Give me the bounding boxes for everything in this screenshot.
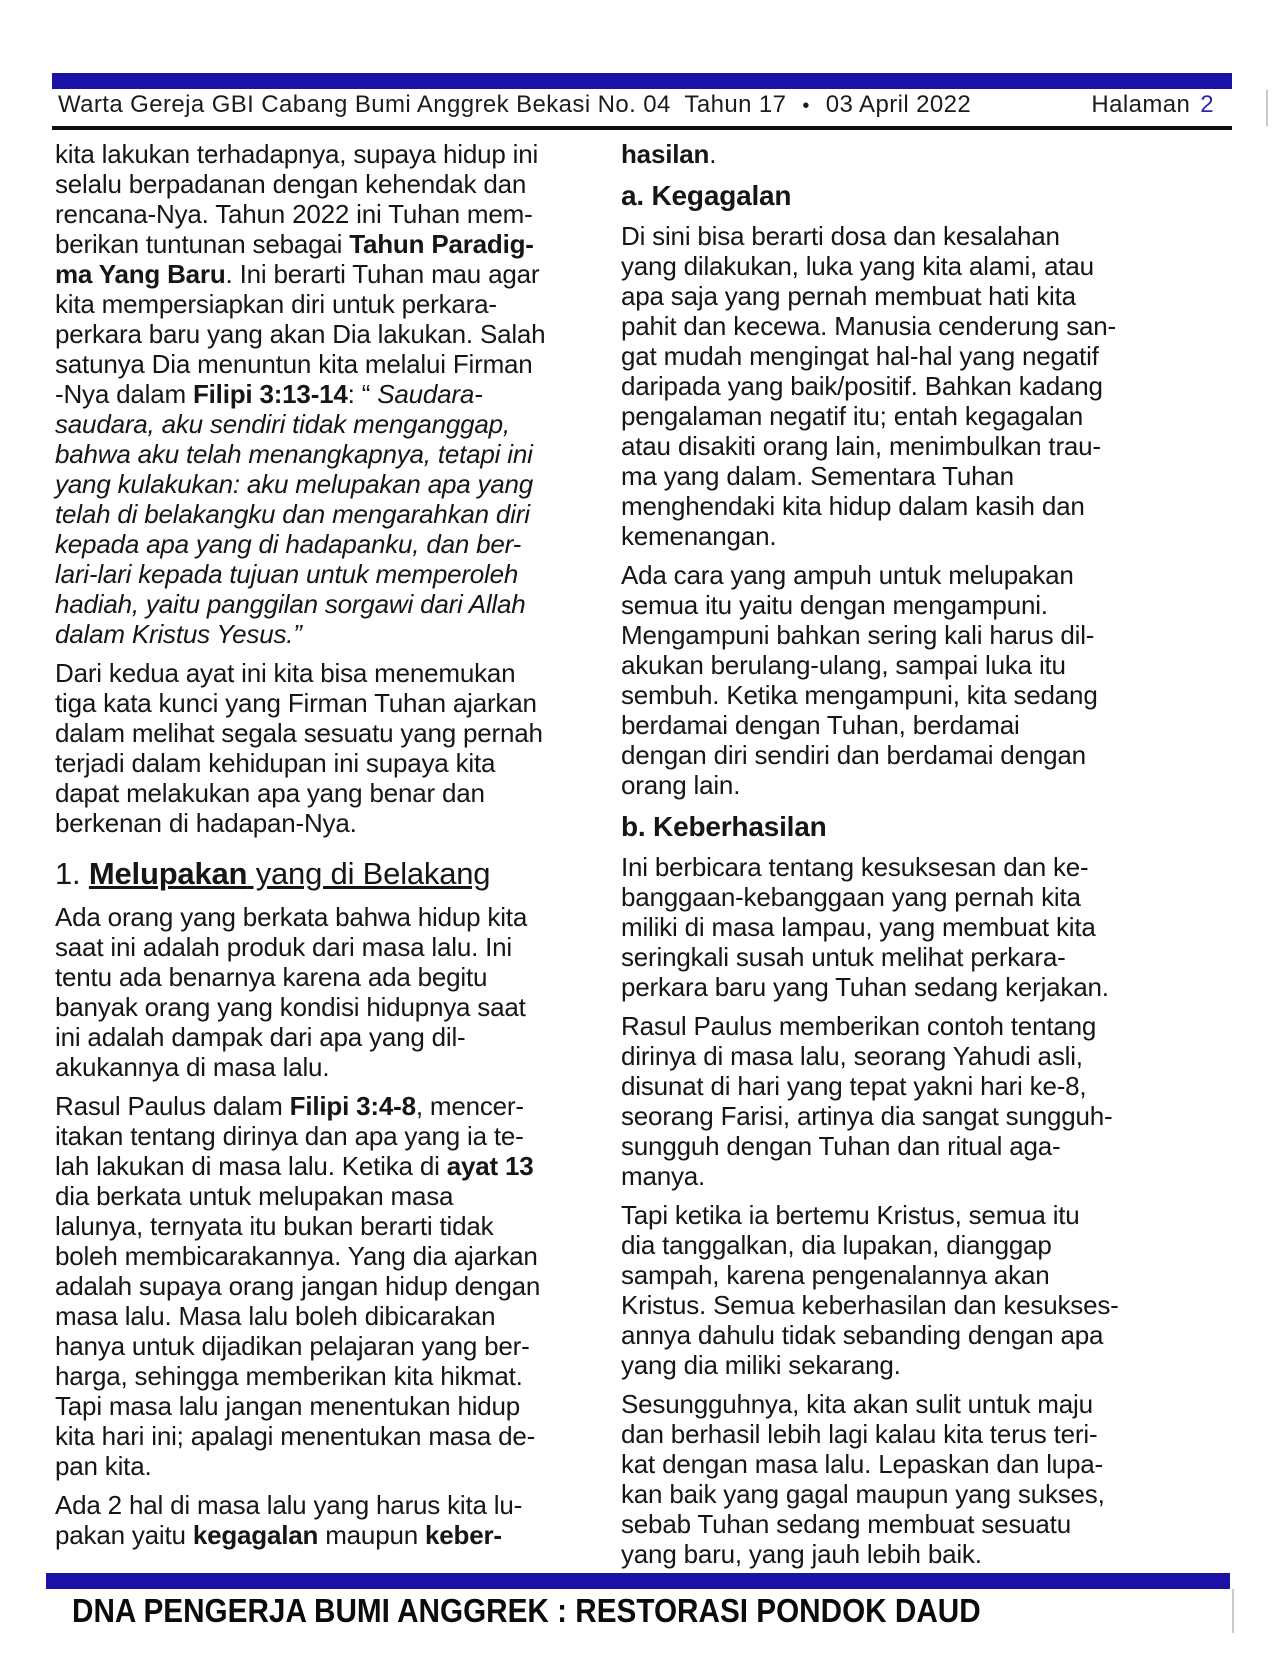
text-run: tiga kata kunci yang Firman Tuhan ajarkan	[55, 688, 537, 718]
text-run: gat mudah mengingat hal-hal yang negatif	[621, 341, 1099, 371]
paragraph	[621, 1389, 1227, 1569]
right-column	[621, 139, 1227, 1578]
text-run: ma Yang Baru	[55, 259, 226, 289]
text-run: adalah supaya orang jangan hidup dengan	[55, 1271, 541, 1301]
text-run: ini adalah dampak dari apa yang dil-	[55, 1022, 466, 1052]
text-run: Kristus. Semua keberhasilan dan kesukses-	[621, 1290, 1119, 1320]
text-run: Rasul Paulus memberikan contoh tentang	[621, 1011, 1097, 1041]
text-run: Ada cara yang ampuh untuk melupakan	[621, 560, 1074, 590]
text-run: berkenan di hadapan-Nya.	[55, 808, 357, 838]
text-run: tentu ada benarnya karena ada begitu	[55, 962, 488, 992]
text-run: sampah, karena pengenalannya akan	[621, 1260, 1050, 1290]
text-run: sembuh. Ketika mengampuni, kita sedang	[621, 680, 1098, 710]
text-run: : “	[347, 379, 371, 409]
text-run: -Nya dalam	[55, 379, 193, 409]
text-run: orang lain.	[621, 770, 741, 800]
text-run: lalunya, ternyata itu bukan berarti tidak	[55, 1211, 494, 1241]
text-run: Tahun Paradig-	[349, 229, 534, 259]
text-run: kepada apa yang di hadapanku, dan ber-	[55, 529, 522, 559]
text-run: yang baru, yang jauh lebih baik.	[621, 1539, 982, 1569]
text-run: kita mempersiapkan diri untuk perkara-	[55, 289, 497, 319]
text-run: Tapi masa lalu jangan menentukan hidup	[55, 1391, 521, 1421]
text-run: sungguh dengan Tuhan dan ritual aga-	[621, 1131, 1061, 1161]
text-run: akukan berulang-ulang, sampai luka itu	[621, 650, 1066, 680]
text-run: maupun	[318, 1520, 425, 1550]
text-run: atau disakiti orang lain, menimbulkan trau-	[621, 431, 1101, 461]
text-run: manya.	[621, 1161, 706, 1191]
text-run: . Ini berarti Tuhan mau agar	[225, 259, 540, 289]
header-masthead	[58, 91, 971, 119]
text-run: sebab Tuhan sedang membuat sesuatu	[621, 1509, 1071, 1539]
text-run: apa saja yang pernah membuat hati kita	[621, 281, 1076, 311]
paragraph	[621, 139, 1227, 169]
text-run: dan berhasil lebih lagi kalau kita terus teri-	[621, 1419, 1098, 1449]
left-column	[55, 139, 595, 1578]
text-run: hasilan	[621, 139, 710, 169]
masthead-title: Warta Gereja GBI Cabang Bumi Anggrek Bekasi No. 04 Tahun 17	[58, 91, 787, 118]
text-run: selalu berpadanan dengan kehendak dan	[55, 169, 527, 199]
text-run: keber-	[425, 1520, 502, 1550]
text-run: Tapi ketika ia bertemu Kristus, semua itu	[621, 1200, 1080, 1230]
text-run: Filipi 3:4-8	[289, 1091, 416, 1121]
text-run: lah lakukan di masa lalu. Ketika di	[55, 1151, 447, 1181]
text-run: berikan tuntunan sebagai	[55, 229, 350, 259]
text-run: hanya untuk dijadikan pelajaran yang ber-	[55, 1331, 530, 1361]
text-run: daripada yang baik/positif. Bahkan kadang	[621, 371, 1103, 401]
subheading	[621, 811, 1227, 843]
text-run: Saudara-	[370, 379, 483, 409]
text-run: dirinya di masa lalu, seorang Yahudi asli,	[621, 1041, 1083, 1071]
paragraph	[621, 1200, 1227, 1380]
text-run: kita hari ini; apalagi menentukan masa de-	[55, 1421, 536, 1451]
text-run: menghendaki kita hidup dalam kasih dan	[621, 491, 1085, 521]
text-run: Sesungguhnya, kita akan sulit untuk maju	[621, 1389, 1093, 1419]
text-run: perkara baru yang Tuhan sedang kerjakan.	[621, 972, 1109, 1002]
text-run: dia tanggalkan, dia lupakan, dianggap	[621, 1230, 1052, 1260]
paragraph	[621, 1011, 1227, 1191]
text-run: hadiah, yaitu panggilan sorgawi dari Allah	[55, 589, 526, 619]
subheading	[621, 180, 1227, 212]
top-accent-bar	[52, 73, 1232, 89]
text-run: harga, sehingga memberikan kita hikmat.	[55, 1361, 523, 1391]
paragraph	[55, 139, 595, 649]
text-run: banggaan-kebanggaan yang pernah kita	[621, 882, 1081, 912]
text-run: Ada orang yang berkata bahwa hidup kita	[55, 902, 528, 932]
article-content	[55, 139, 1227, 1578]
text-run: dapat melakukan apa yang benar dan	[55, 778, 485, 808]
text-run: pengalaman negatif itu; entah kegagalan	[621, 401, 1084, 431]
text-run: lari-lari kepada tujuan untuk memperoleh	[55, 559, 519, 589]
text-run: Di sini bisa berarti dosa dan kesalahan	[621, 221, 1060, 251]
header-date: 03 April 2022	[825, 91, 972, 118]
page-number: 2	[1200, 91, 1214, 118]
text-run: yang kulakukan: aku melupakan apa yang	[55, 469, 534, 499]
text-run: banyak orang yang kondisi hidupnya saat	[55, 992, 526, 1022]
text-run: kita lakukan terhadapnya, supaya hidup ini	[55, 139, 539, 169]
paragraph	[55, 1490, 595, 1550]
text-run: pan kita.	[55, 1451, 152, 1481]
bullet-separator: •	[802, 95, 810, 117]
text-run: Ini berbicara tentang kesuksesan dan ke-	[621, 852, 1089, 882]
paragraph	[55, 1091, 595, 1481]
text-run: Ada 2 hal di masa lalu yang harus kita lu-	[55, 1490, 523, 1520]
paragraph	[55, 658, 595, 838]
text-run: .	[709, 139, 717, 169]
text-run: ayat 13	[446, 1151, 534, 1181]
right-edge-cell-border	[1266, 90, 1268, 126]
text-run: disunat di hari yang tepat yakni hari ke-8,	[621, 1071, 1087, 1101]
page-label: Halaman	[1091, 91, 1191, 118]
text-run: kan baik yang gagal maupun yang sukses,	[621, 1479, 1105, 1509]
text-run: satunya Dia menuntun kita melalui Firman	[55, 349, 533, 379]
text-run: , mencer-	[415, 1091, 524, 1121]
text-run: miliki di masa lampau, yang membuat kita	[621, 912, 1096, 942]
paragraph	[621, 852, 1227, 1002]
paragraph	[621, 560, 1227, 800]
text-run: kemenangan.	[621, 521, 777, 551]
text-run: kegagalan	[192, 1520, 319, 1550]
paragraph	[55, 902, 595, 1082]
text-run: masa lalu. Masa lalu boleh dibicarakan	[55, 1301, 496, 1331]
text-run: seorang Farisi, artinya dia sangat sungguh-	[621, 1101, 1113, 1131]
footer-cell-border	[1232, 1589, 1234, 1633]
text-run: pahit dan kecewa. Manusia cenderung san-	[621, 311, 1116, 341]
page-number-area	[1091, 91, 1214, 119]
text-run: yang dilakukan, luka yang kita alami, atau	[621, 251, 1094, 281]
text-run: Mengampuni bahkan sering kali harus dil-	[621, 620, 1095, 650]
text-run: yang dia miliki sekarang.	[621, 1350, 901, 1380]
heading	[55, 855, 595, 893]
text-run: akukannya di masa lalu.	[55, 1052, 330, 1082]
text-run: Dari kedua ayat ini kita bisa menemukan	[55, 658, 516, 688]
text-run: Rasul Paulus dalam	[55, 1091, 290, 1121]
paragraph	[621, 221, 1227, 551]
text-run: Filipi 3:13-14	[192, 379, 348, 409]
text-run: annya dahulu tidak sebanding dengan apa	[621, 1320, 1104, 1350]
text-run: dengan diri sendiri dan berdamai dengan	[621, 740, 1086, 770]
text-run: dalam Kristus Yesus.”	[55, 619, 302, 649]
text-run: terjadi dalam kehidupan ini supaya kita	[55, 748, 496, 778]
text-run: a. Kegagalan	[621, 180, 792, 211]
text-run: ma yang dalam. Sementara Tuhan	[621, 461, 1014, 491]
text-run: semua itu yaitu dengan mengampuni.	[621, 590, 1048, 620]
text-run: 1.	[55, 856, 89, 891]
header-rule	[52, 126, 1232, 130]
text-run: yang di Belakang	[247, 856, 491, 891]
text-run: dalam melihat segala sesuatu yang pernah	[55, 718, 543, 748]
footer-accent-bar	[46, 1573, 1230, 1589]
text-run: bahwa aku telah menangkapnya, tetapi ini	[55, 439, 533, 469]
text-run: perkara baru yang akan Dia lakukan. Salah	[55, 319, 546, 349]
page-header	[58, 91, 1214, 119]
text-run: telah di belakangku dan mengarahkan diri	[55, 499, 530, 529]
text-run: kat dengan masa lalu. Lepaskan dan lupa-	[621, 1449, 1104, 1479]
footer-banner: DNA PENGERJA BUMI ANGGREK : RESTORASI PONDOK DAUD	[72, 1592, 981, 1629]
text-run: itakan tentang dirinya dan apa yang ia te-	[55, 1121, 524, 1151]
text-run: seringkali susah untuk melihat perkara-	[621, 942, 1066, 972]
text-run: Melupakan	[88, 856, 248, 891]
text-run: dia berkata untuk melupakan masa	[55, 1181, 454, 1211]
text-run: berdamai dengan Tuhan, berdamai	[621, 710, 1020, 740]
text-run: b. Keberhasilan	[621, 811, 827, 842]
text-run: saudara, aku sendiri tidak menganggap,	[55, 409, 510, 439]
text-run: pakan yaitu	[55, 1520, 193, 1550]
text-run: rencana-Nya. Tahun 2022 ini Tuhan mem-	[55, 199, 533, 229]
text-run: saat ini adalah produk dari masa lalu. Ini	[55, 932, 512, 962]
text-run: boleh membicarakannya. Yang dia ajarkan	[55, 1241, 538, 1271]
